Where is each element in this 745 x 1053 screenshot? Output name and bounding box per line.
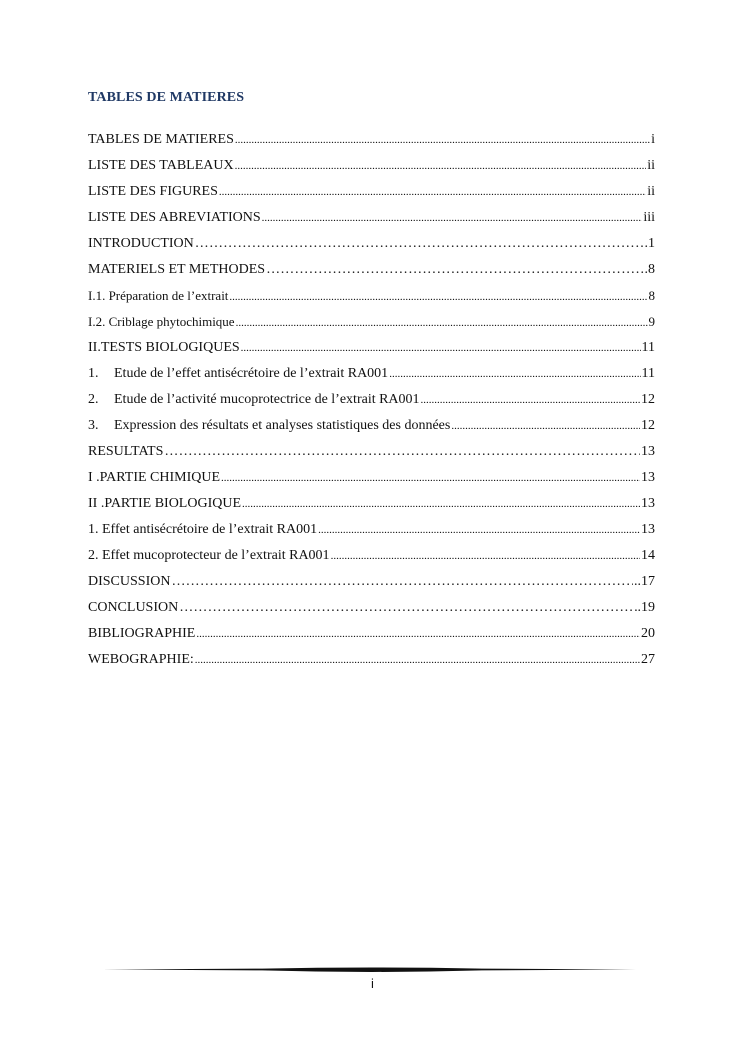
toc-entry-label: Etude de l’activité mucoprotectrice de l’extrait RA001 [114,392,420,407]
toc-entry-label: TABLES DE MATIERES [88,132,234,147]
toc-entry-page: 9 [648,314,655,329]
toc-dot-leader [242,496,640,512]
toc-entry-number: 3. [88,418,99,433]
toc-entry-page: ii [647,184,655,199]
toc-entry-label: WEBOGRAPHIE: [88,652,194,667]
toc-entry-label: RESULTATS [88,444,164,459]
toc-dot-leader [318,522,640,538]
page-title: TABLES DE MATIERES [88,90,245,105]
toc-entry-label: II .PARTIE BIOLOGIQUE [88,496,242,511]
toc-entry-label: INTRODUCTION [88,236,194,251]
toc-entry-label: I.1. Préparation de l’extrait [88,288,229,303]
toc-entry-label: I .PARTIE CHIMIQUE [88,470,221,485]
toc-dot-leader [164,444,640,460]
toc-entry-page: 13 [641,496,655,511]
toc-entry-page: 11 [641,340,655,355]
toc-entry[interactable] [88,262,655,288]
toc-entry[interactable] [88,210,655,236]
toc-entry[interactable] [88,366,655,392]
toc-dot-leader [421,392,640,408]
toc-entry-number: 1. [88,366,99,381]
toc-entry-page: .8 [644,262,655,277]
toc-entry-label: MATERIELS ET METHODES [88,262,266,277]
toc-entry-page: 13 [641,522,655,537]
toc-entry-label: 2. Effet mucoprotecteur de l’extrait RA001 [88,548,330,563]
toc-dot-leader [235,158,647,174]
toc-entry-page: i [651,132,655,147]
toc-entry[interactable] [88,314,655,340]
toc-entry-label: LISTE DES FIGURES [88,184,218,199]
toc-entry[interactable] [88,652,655,678]
toc-dot-leader [221,470,640,486]
toc-entry-label: II.TESTS BIOLOGIQUES [88,340,240,355]
toc-entry-page: ii [647,158,655,173]
toc-entry[interactable] [88,548,655,574]
toc-dot-leader [179,600,636,616]
toc-entry[interactable] [88,158,655,184]
toc-entry-page: 12 [641,418,655,433]
toc-entry-page: .1 [644,236,655,251]
toc-dot-leader [331,548,640,564]
toc-entry-label: 1. Effet antisécrétoire de l’extrait RA001 [88,522,318,537]
toc-entry-page: 20 [641,626,655,641]
toc-entry[interactable] [88,444,655,470]
toc-entry-label: CONCLUSION [88,600,179,615]
toc-entry[interactable] [88,236,655,262]
toc-entry-page: .19 [637,600,655,615]
toc-entry[interactable] [88,626,655,652]
toc-dot-leader [195,652,640,668]
toc-entry-label: I.2. Criblage phytochimique [88,314,235,329]
toc-dot-leader [195,236,644,252]
toc-entry-page: 27 [641,652,655,667]
toc-dot-leader [266,262,643,278]
toc-dot-leader [219,184,646,200]
toc-entry-page: ..17 [634,574,655,589]
toc-entry-page: 11 [641,366,655,381]
page-number: i [371,976,374,991]
toc-entry[interactable] [88,574,655,600]
toc-entry[interactable] [88,392,655,418]
toc-entry-label: DISCUSSION [88,574,171,589]
toc-entry[interactable] [88,522,655,548]
toc-entry[interactable] [88,418,655,444]
toc-entry[interactable] [88,470,655,496]
toc-dot-leader [229,288,647,304]
toc-entry-label: Expression des résultats et analyses statistiques des données [114,418,451,433]
toc-entry-page: 8 [648,288,655,303]
toc-dot-leader [235,132,650,148]
toc-entry[interactable] [88,184,655,210]
toc-entry[interactable] [88,496,655,522]
toc-entry[interactable] [88,340,655,366]
toc-dot-leader [451,418,640,434]
toc-entry-label: Etude de l’effet antisécrétoire de l’extrait RA001 [114,366,389,381]
toc-entry-page: 13 [641,444,655,459]
toc-entry-page: 12 [641,392,655,407]
footer-divider [102,966,642,974]
toc-entry[interactable] [88,288,655,314]
toc-dot-leader [262,210,643,226]
toc-dot-leader [389,366,640,382]
toc-dot-leader [236,314,648,330]
toc-dot-leader [196,626,640,642]
table-of-contents [88,132,655,678]
toc-dot-leader [241,340,641,356]
toc-entry-label: LISTE DES TABLEAUX [88,158,234,173]
toc-entry-number: 2. [88,392,99,407]
toc-entry-label: LISTE DES ABREVIATIONS [88,210,261,225]
toc-entry[interactable] [88,600,655,626]
toc-entry[interactable] [88,132,655,158]
toc-entry-page: 13 [641,470,655,485]
toc-entry-page: 14 [641,548,655,563]
toc-dot-leader [171,574,633,590]
toc-entry-page: iii [643,210,655,225]
toc-entry-label: BIBLIOGRAPHIE [88,626,196,641]
